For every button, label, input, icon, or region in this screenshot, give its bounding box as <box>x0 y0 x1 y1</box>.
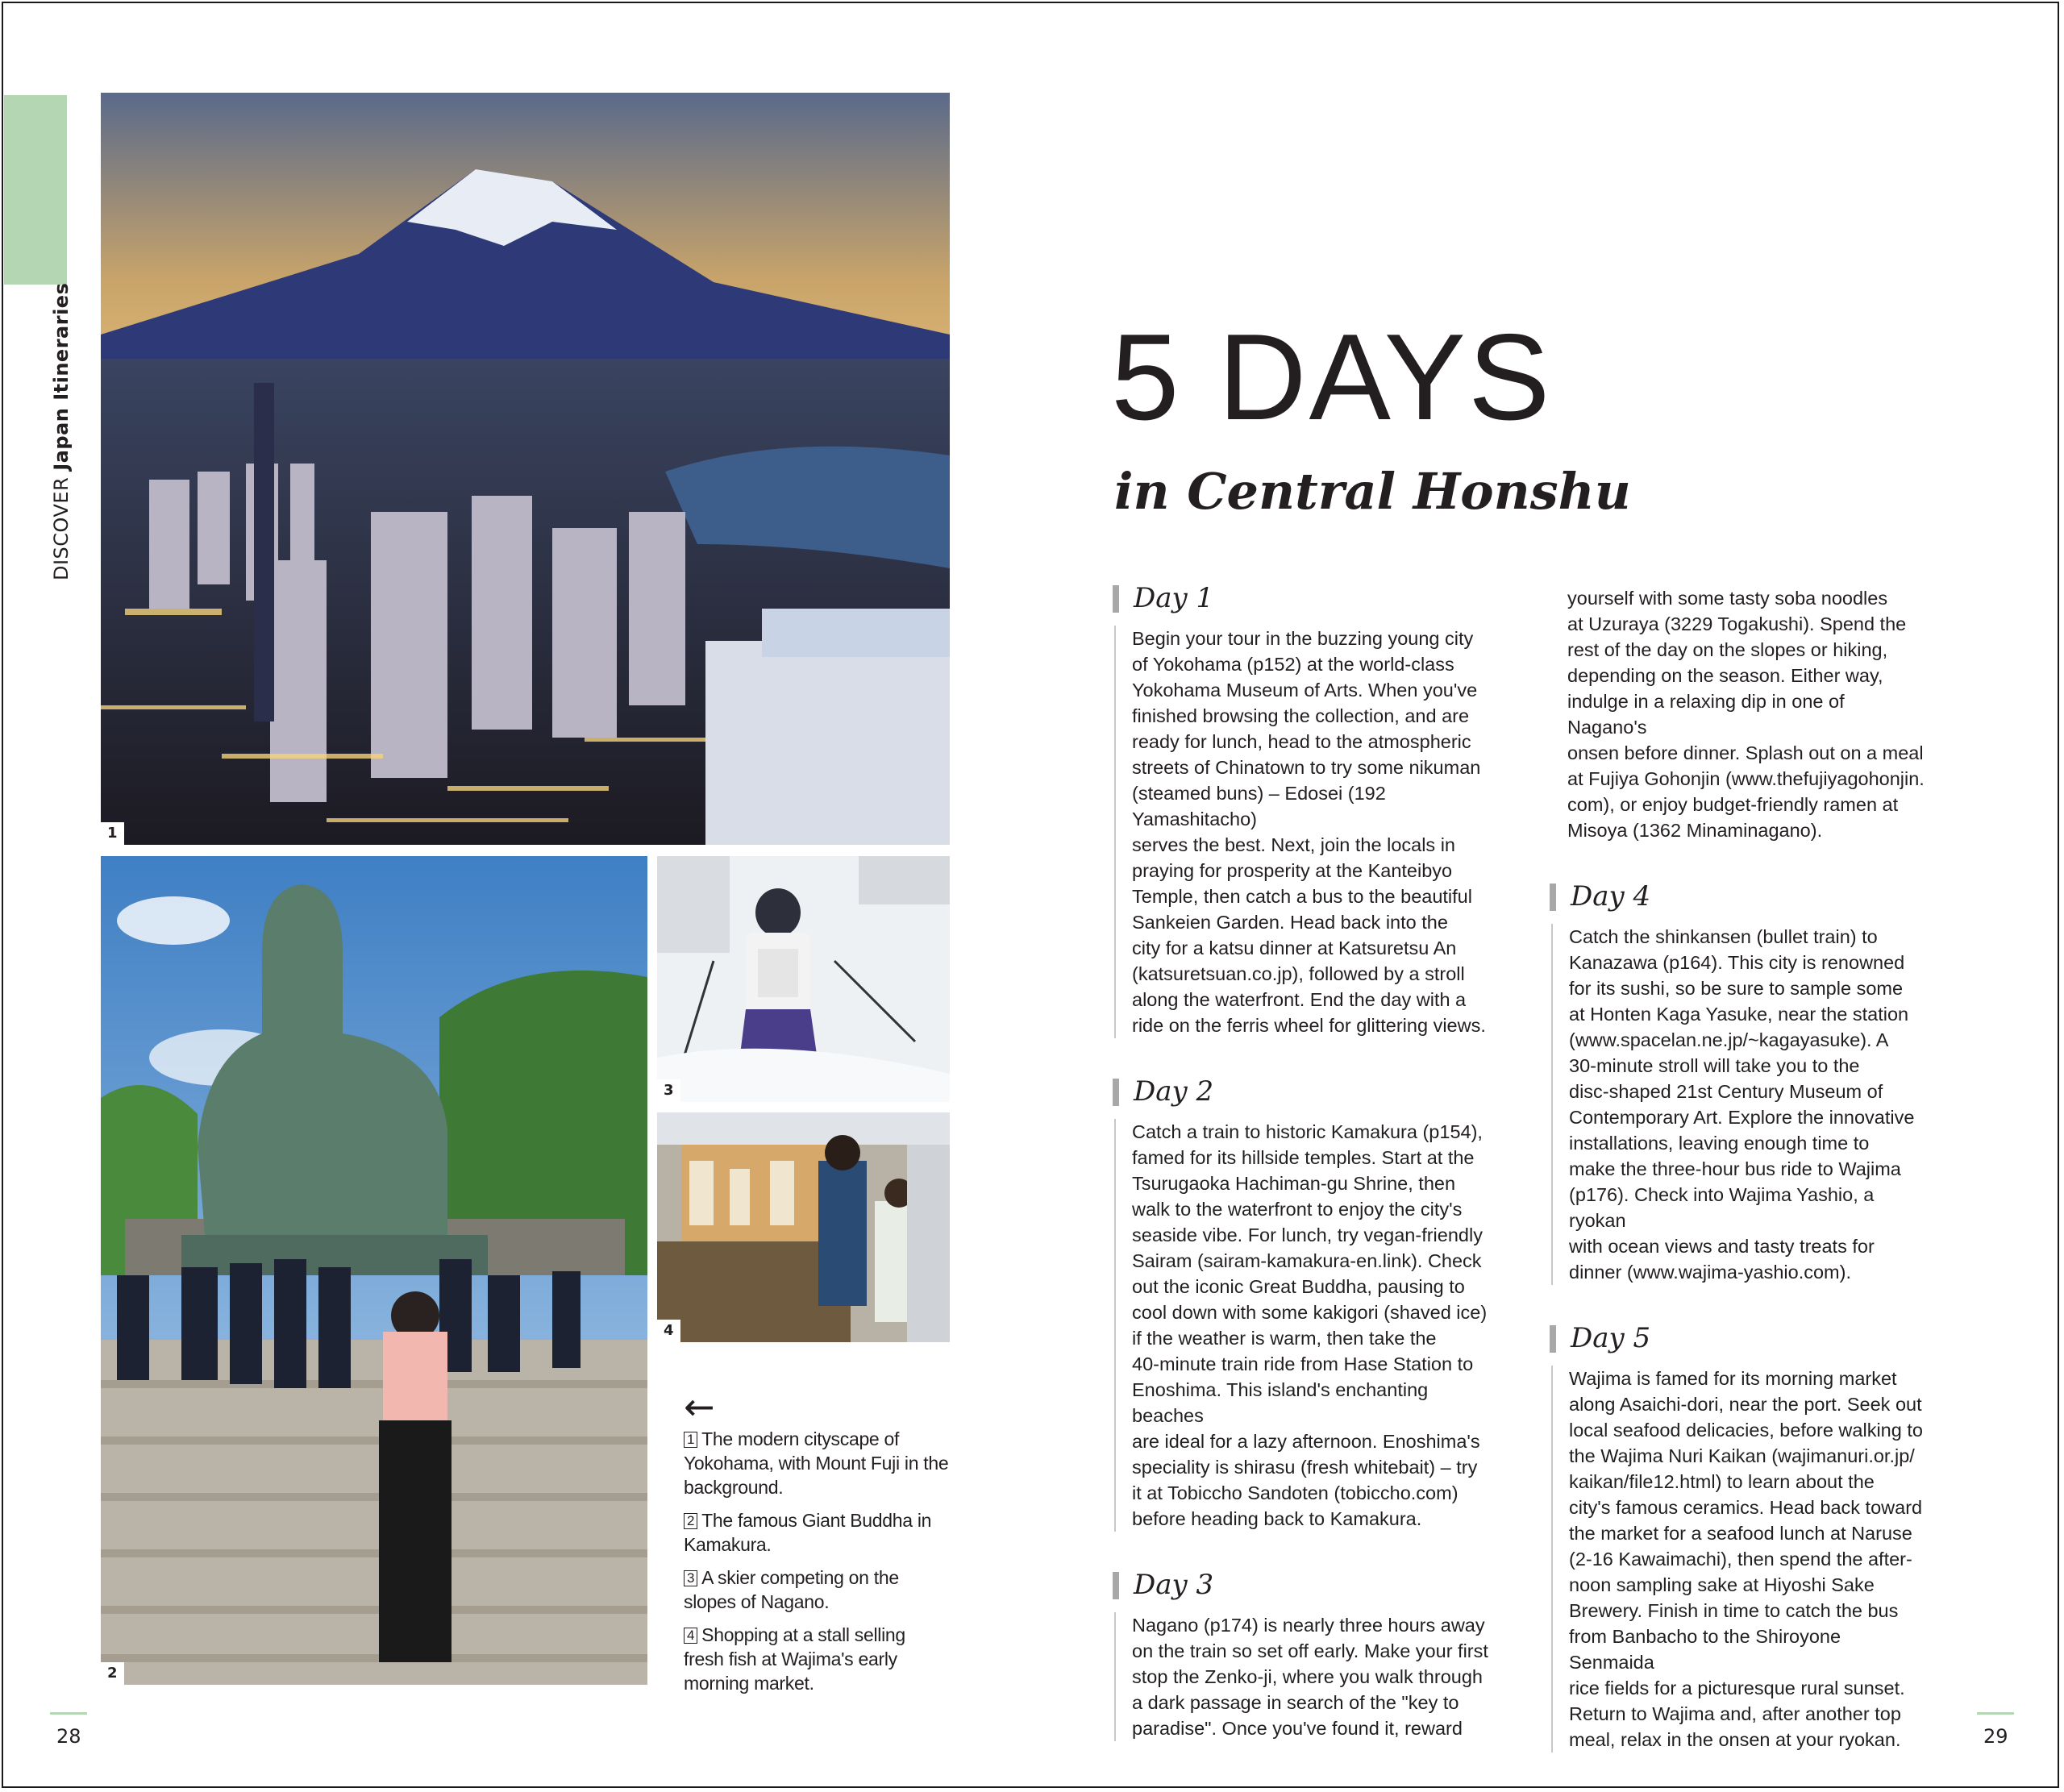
day-section <box>1113 1569 1492 1741</box>
day-body: Catch a train to historic Kamakura (p154), famed for its hillside temples. Start at the Tsurugaoka Hachiman-gu Shrine, then walk to the waterfront to enjoy the city's seaside vibe. For lunch, try vegan-friendly Sairam (sairam-kamakura-en.link). Check out the iconic Great Buddha, pausing to cool down with some kakigori (shaved ice) if the weather is warm, then take the 40-minute train ride from Hase Station to Enoshima. This island's enchanting beaches are ideal for a lazy afternoon. Enoshima's speciality is shirasu (fresh whitebait) – try it at Tobiccho Sandoten (tobiccho.com) before heading back to Kamakura. <box>1114 1119 1492 1532</box>
page-number-left: 28 <box>56 1725 81 1748</box>
caption-item: 1 The modern cityscape of Yokohama, with Mount Fuji in the background. <box>684 1428 949 1498</box>
day-section-continued <box>1550 585 1929 843</box>
photo-number: 3 <box>657 1079 680 1102</box>
day-body: Begin your tour in the buzzing young city of Yokohama (p152) at the world-class Yokohama Museum of Arts. When you've finished browsing the collection, and are ready for lunch, head to the atmospheric streets of Chinatown to try some nikuman (steamed buns) – Edosei (192 Yamashitacho) serves the best. Next, join the locals in praying for prosperity at the Kanteibyo Temple, then catch a bus to the beautiful Sankeien Garden. Head back into the city for a katsu dinner at Katsuretsu An (katsuretsuan.co.jp), followed by a stroll along the waterfront. End the day with a ride on the ferris wheel for glittering views. <box>1114 626 1492 1038</box>
photo-number: 4 <box>657 1320 680 1342</box>
day-body: Wajima is famed for its morning market along Asaichi-dori, near the port. Seek out local seafood delicacies, before walking to the Wajima Nuri Kaikan (wajimanuri.or.jp/ kaikan/file12.html) to learn about the city's famous ceramics. Head back toward the market for a seafood lunch at Naruse (2-16 Kawaimachi), then spend the after- noon sampling sake at Hiyoshi Sake Brewery. Finish in time to catch the bus from Banbacho to the Shiroyone Senmaida rice fields for a picturesque rural sunset. Return to Wajima and, after another top meal, relax in the onsen at your ryokan. <box>1551 1366 1929 1753</box>
caption-item: 4 Shopping at a stall selling fresh fish at Wajima's early morning market. <box>684 1624 905 1694</box>
day-heading: Day 2 <box>1113 1075 1492 1108</box>
day-body: Nagano (p174) is nearly three hours away on the train so set off early. Make your first stop the Zenko-ji, where you walk through a dark passage in search of the "key to paradise". Once you've found it, reward <box>1114 1612 1492 1741</box>
section-tab <box>4 95 67 285</box>
day-heading: Day 1 <box>1113 582 1492 614</box>
day-section <box>1550 1322 1929 1753</box>
day-section <box>1550 880 1929 1285</box>
page-subtitle: in Central Honshu <box>1114 462 1631 521</box>
caption-item: 3 A skier competing on the slopes of Nagano. <box>684 1567 899 1612</box>
photo-captions <box>684 1427 950 1704</box>
day-heading: Day 4 <box>1550 880 1929 913</box>
photo-number: 1 <box>101 822 124 845</box>
back-arrow-icon: ← <box>684 1385 715 1428</box>
day-heading: Day 5 <box>1550 1322 1929 1354</box>
section-label-light: DISCOVER <box>50 476 73 580</box>
section-label <box>50 283 73 580</box>
page-number-rule-right <box>1977 1712 2014 1715</box>
page-title: 5 DAYS <box>1111 309 1553 446</box>
photo-market <box>657 1112 950 1342</box>
photo-buddha <box>101 856 647 1685</box>
photo-number: 2 <box>101 1662 124 1685</box>
day-body: yourself with some tasty soba noodles at Uzuraya (3229 Togakushi). Spend the rest of the day on the slopes or hiking, depending on the season. Either way, indulge in a relaxing dip in one of Nagano's onsen before dinner. Splash out on a meal at Fujiya Gohonjin (www.thefujiyagohonjin. com), or enjoy budget-friendly ramen at Misoya (1362 Minaminagano). <box>1567 588 1925 841</box>
section-label-bold: Japan Itineraries <box>50 282 73 471</box>
itinerary-column-right <box>1550 585 1929 1753</box>
caption-item: 2 The famous Giant Buddha in Kamakura. <box>684 1510 932 1555</box>
itinerary-column-left <box>1113 582 1492 1741</box>
day-section <box>1113 1075 1492 1532</box>
photo-yokohama <box>101 93 950 845</box>
day-section <box>1113 582 1492 1038</box>
page-number-rule-left <box>50 1712 87 1715</box>
photo-skier <box>657 856 950 1102</box>
day-heading: Day 3 <box>1113 1569 1492 1601</box>
day-body: Catch the shinkansen (bullet train) to Kanazawa (p164). This city is renowned for its sushi, so be sure to sample some at Honten Kaga Yasuke, near the station (www.spacelan.ne.jp/~kagayasuke). A 30-minute stroll will take you to the disc-shaped 21st Century Museum of Contemporary Art. Explore the innovative installations, leaving enough time to make the three-hour bus ride to Wajima (p176). Check into Wajima Yashio, a ryokan with ocean views and tasty treats for dinner (www.wajima-yashio.com). <box>1551 924 1929 1285</box>
page-number-right: 29 <box>1983 1725 2008 1748</box>
